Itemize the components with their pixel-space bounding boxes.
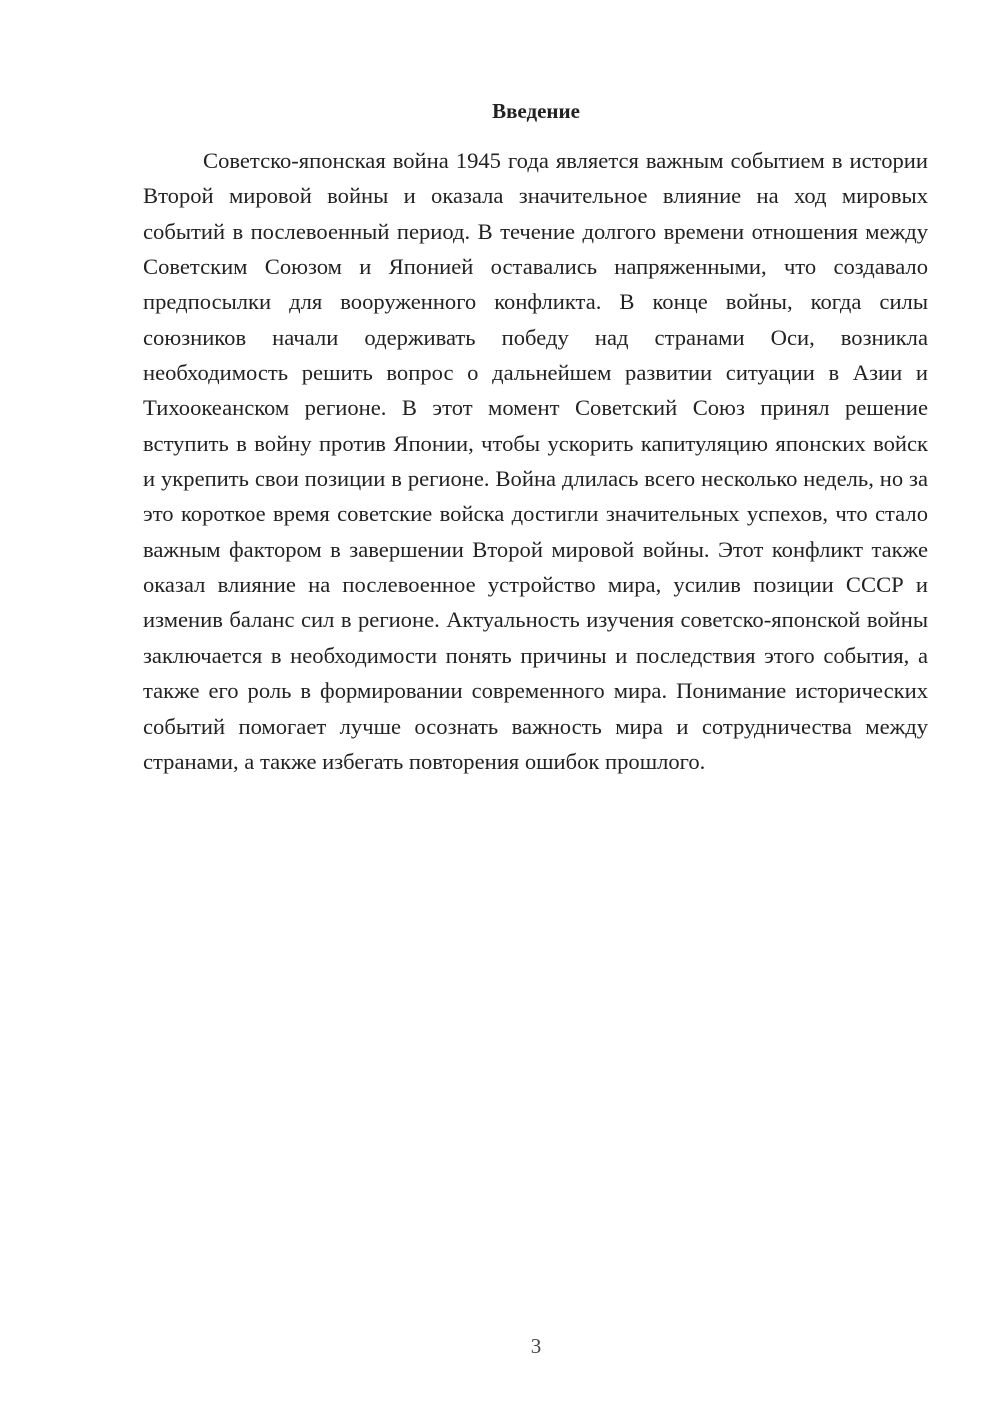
body-paragraph: Советско-японская война 1945 года является важным событием в истории Второй мировой войны и оказала значительное влияние на ход мировых событий в послевоенный период. В течение долгого времени отношения между Советским Союзом и Японией оставались напряженными, что создавало предпосылки для вооруженного конфликта. В конце войны, когда силы союзников начали одерживать победу над странами Оси, возникла необходимость решить вопрос о дальнейшем развитии ситуации в Азии и Тихоокеанском регионе. В этот момент Советский Союз принял решение вступить в войну против Японии, чтобы ускорить капитуляцию японских войск и укрепить свои позиции в регионе. Война длилась всего несколько недель, но за это короткое время советские войска достигли значительных успехов, что стало важным фактором в завершении Второй мировой войны. Этот конфликт также оказал влияние на послевоенное устройство мира, усилив позиции СССР и изменив баланс сил в регионе. Актуальность изучения советско-японской войны заключается в необходимости понять причины и последствия этого события, а также его роль в формировании современного мира. Понимание исторических событий помогает лучше осознать важность мира и сотрудничества между странами, а также избегать повторения ошибок прошлого.	[143, 148, 928, 774]
section-title: Введение	[492, 99, 580, 123]
page-number: 3	[530, 1334, 542, 1358]
